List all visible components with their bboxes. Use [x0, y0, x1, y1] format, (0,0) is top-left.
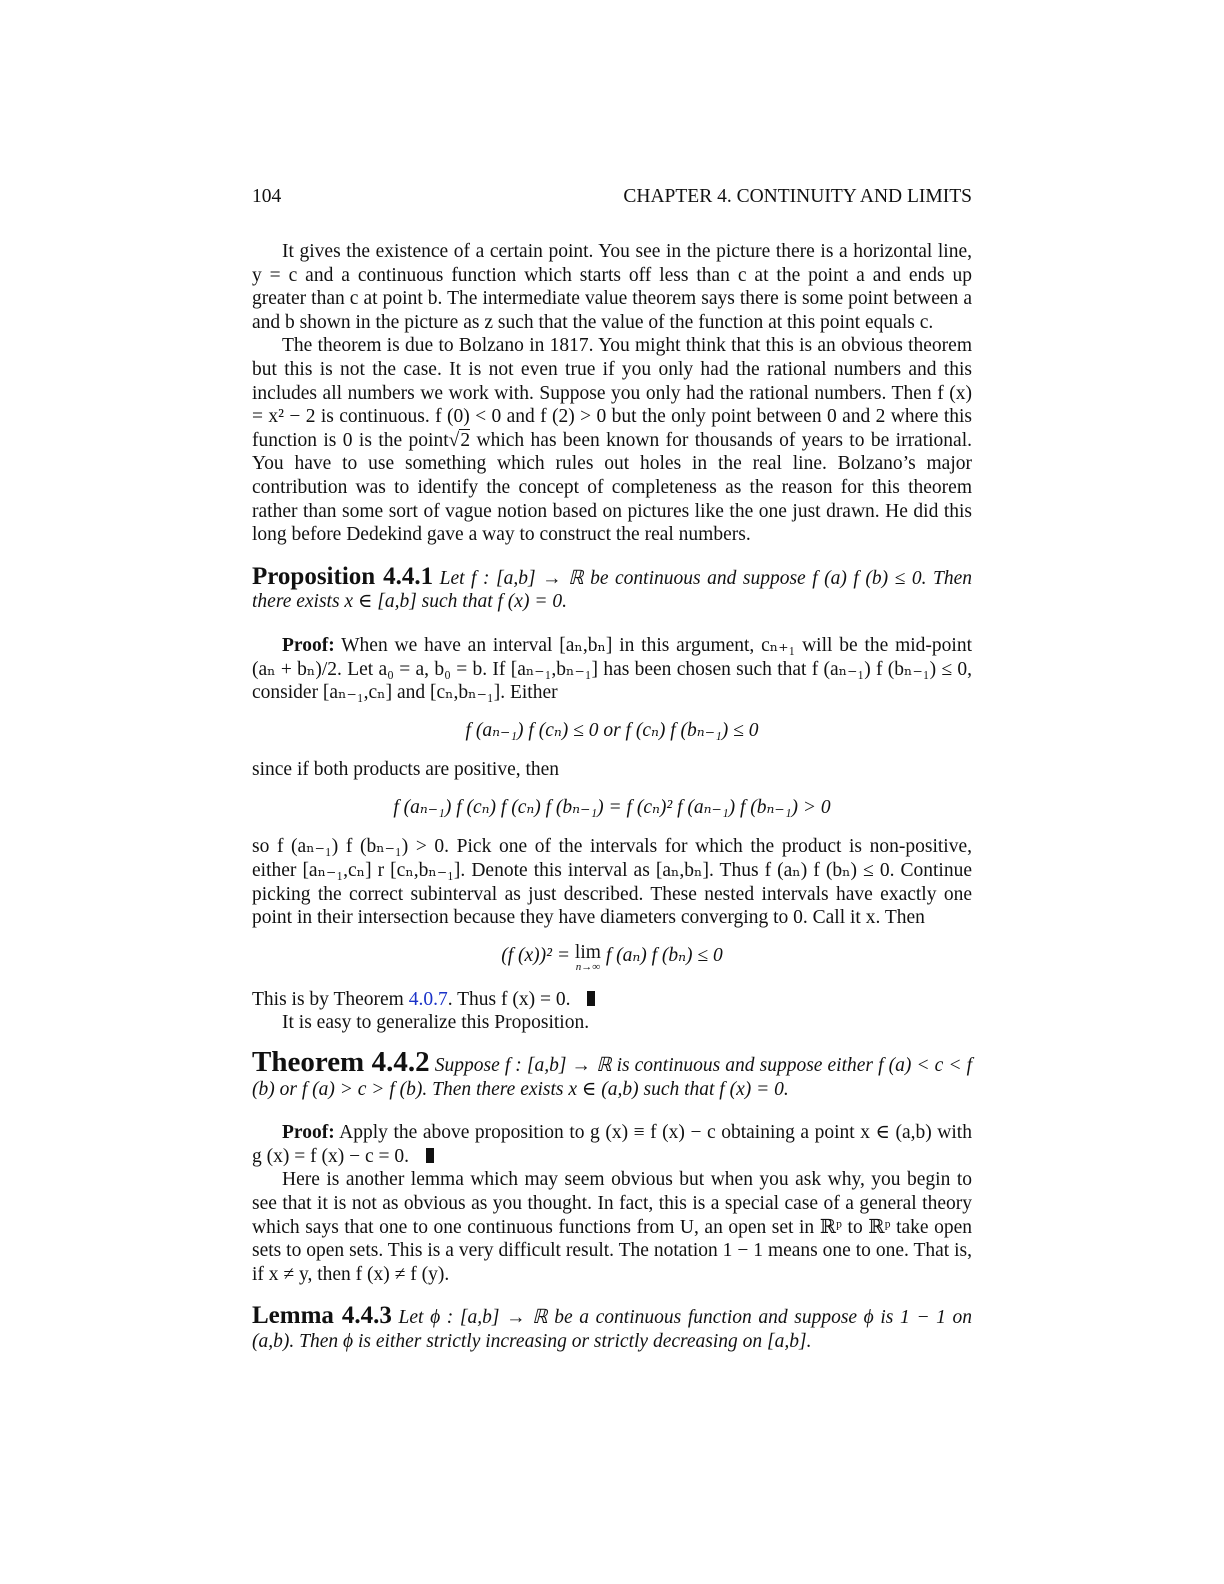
lemma-block — [252, 1304, 972, 1353]
proof-conclusion-a: This is by Theorem — [252, 988, 404, 1010]
proof-label-2: Proof: — [282, 1122, 335, 1144]
proof-conclusion — [252, 988, 972, 1012]
proposition-label: Proposition 4.4.1 — [252, 562, 434, 590]
equation-limit — [252, 941, 972, 973]
lemma-intro-paragraph: Here is another lemma which may seem obvious but when you ask why, you begin to see that it is not as obvious as you thought. In fact, this is a special case of a general theory which says that one to one continuous functions from U, an open set in ℝᵖ to ℝᵖ take open sets to open sets. This is a very difficult result. The notation 1 − 1 means one to one. That is, if x ≠ y, then f (x) ≠ f (y). — [252, 1169, 972, 1285]
proof-theorem — [252, 1121, 972, 1168]
running-header — [252, 185, 972, 209]
theorem-statement: Suppose f : [a,b] → ℝ is continuous and suppose either f (a) < c < f (b) or f (a) > c > f (b). Then there exists x ∈ (a,b) such that f (x) = 0. — [252, 1055, 972, 1100]
generalize-sentence: It is easy to generalize this Proposition. — [282, 1012, 590, 1034]
theorem-block — [252, 1046, 972, 1101]
theorem-reference-link[interactable]: 4.0.7 — [408, 988, 448, 1010]
qed-mark-2 — [426, 1148, 434, 1163]
proof-theorem-text: Apply the above proposition to g (x) ≡ f (x) − c obtaining a point x ∈ (a,b) with g (x) = f (x) − c = 0. — [252, 1122, 972, 1167]
proof-text: When we have an interval [aₙ,bₙ] in this argument, cₙ₊₁ will be the mid-point (aₙ + bₙ)/2. Let a₀ = a, b₀ = b. If [aₙ₋₁,bₙ₋₁] has been chosen such that f (aₙ₋₁) f (bₙ₋₁) ≤ 0, consider [aₙ₋₁,cₙ] and [cₙ,bₙ₋₁]. Either — [252, 634, 972, 704]
intro-paragraph-2-part-a: The theorem is due to Bolzano in 1817. You might think that this is an obvious theorem but this is not the case. It is not even true if you only had the rational numbers and this includes all numbers we work with. Suppose you only had the rational numbers. Then f (x) = x² − 2 is continuous. f (0) < 0 and f (2) > 0 but the only point between 0 and 2 where this function is 0 is the point — [252, 335, 972, 451]
equation-product: f (aₙ₋₁) f (cₙ) f (cₙ) f (bₙ₋₁) = f (cₙ)² f (aₙ₋₁) f (bₙ₋₁) > 0 — [393, 796, 831, 818]
theorem-label: Theorem 4.4.2 — [252, 1046, 430, 1079]
proof-conclusion-b: . Thus f (x) = 0. — [447, 988, 571, 1010]
limit-operator — [574, 941, 601, 973]
chapter-title: CHAPTER 4. CONTINUITY AND LIMITS — [623, 186, 972, 207]
limit-word: lim — [574, 941, 601, 963]
page-number: 104 — [252, 186, 282, 207]
equation-limit-right: f (aₙ) f (bₙ) ≤ 0 — [605, 944, 723, 966]
equation-limit-left: (f (x))² = — [501, 944, 571, 966]
intro-paragraph-1: It gives the existence of a certain point. You see in the picture there is a horizontal line, y = c and a continuous function which starts off less than c at the point a and ends up greater than c at point b. The intermediate value theorem says there is some point between a and b shown in the picture as z such that the value of the function at this point equals c. — [252, 241, 972, 333]
intro-paragraph-2-part-b: which has been known for thousands of years to be irrational. You have to use something which rules out holes in the real line. Bolzano’s major contribution was to identify the concept of completeness as the reason for this theorem rather than some sort of vague notion based on pictures like the one just drawn. He did this long before Dedekind gave a way to construct the real numbers. — [252, 429, 973, 546]
lemma-label: Lemma 4.4.3 — [252, 1302, 392, 1330]
proof-label: Proof: — [282, 634, 335, 656]
proof-proposition — [252, 634, 972, 705]
page-body — [252, 240, 972, 1354]
limit-subscript: n→∞ — [575, 960, 601, 973]
intro-paragraph-2: The theorem is due to Bolzano in 1817. You might think that this is an obvious theorem but this is not the case. It is not even true if you only had the rational numbers and this includes all numbers we work with. Suppose you only had the rational numbers. Then f (x) = x² − 2 is continuous. f (0) < 0 and f (2) > 0 but the only point between 0 and 2 where this function is 0 is the point√2 which has been known for thousands of years to be irrational. You have to use something which rules out holes in the real line. Bolzano’s major contribution was to identify the concept of completeness as the reason for this theorem rather than some sort of vague notion based on pictures like the one just drawn. He did this long before Dedekind gave a way to construct the real numbers. — [252, 335, 973, 546]
proof-text-2: since if both products are positive, then — [252, 759, 560, 781]
proposition-statement: Let f : [a,b] → ℝ be continuous and suppose f (a) f (b) ≤ 0. Then there exists x ∈ [a,b] such that f (x) = 0. — [252, 567, 973, 613]
qed-mark — [587, 991, 595, 1006]
proof-text-3: so f (aₙ₋₁) f (bₙ₋₁) > 0. Pick one of the intervals for which the product is non-positive, either [aₙ₋₁,cₙ] r [cₙ,bₙ₋₁]. Denote this interval as [aₙ,bₙ]. Thus f (aₙ) f (bₙ) ≤ 0. Continue picking the correct subinterval as just described. These nested intervals have exactly one point in their intersection because they have diameters converging to 0. Call it x. Then — [252, 836, 972, 929]
equation-either: f (aₙ₋₁) f (cₙ) ≤ 0 or f (cₙ) f (bₙ₋₁) ≤ 0 — [465, 719, 759, 741]
sqrt-two: 2 — [460, 429, 471, 451]
lemma-statement: Let ϕ : [a,b] → ℝ be a continuous function and suppose ϕ is 1 − 1 on (a,b). Then ϕ is either strictly increasing or strictly decreasing on [a,b]. — [252, 1307, 973, 1352]
proposition-block — [252, 562, 973, 614]
